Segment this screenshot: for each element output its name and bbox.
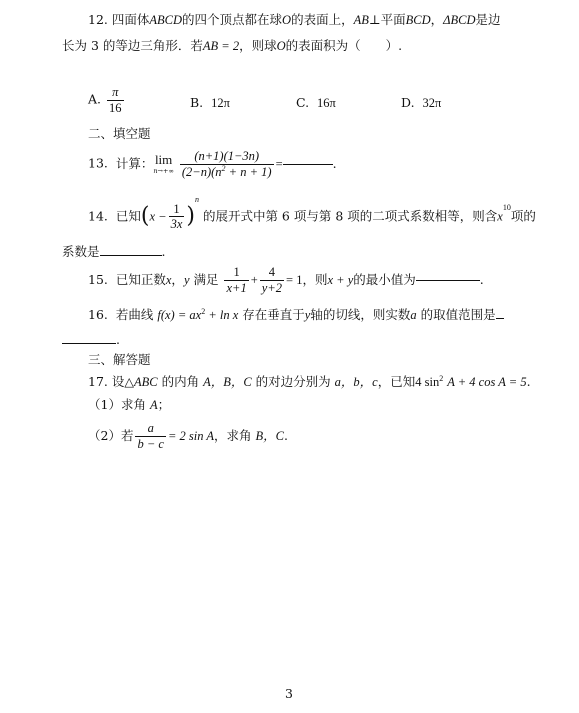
q17-sup: 2 [439,373,444,383]
answer-blank[interactable] [416,280,480,281]
q16-text: 轴的切线，则实数 [310,307,411,322]
q14-line2 [62,246,166,259]
q15-fraction-2 [260,266,284,294]
q17-sides: a，b，c [334,375,378,389]
q15-line [88,266,484,294]
frac-den: x+1 [226,280,247,295]
q14-line1 [88,195,536,231]
q17-text: ； [157,397,171,412]
q13-number: 13. [88,155,108,171]
q12-text: 四面体 [111,12,150,27]
frac-den: b − c [137,436,164,451]
q12-text: 的四个顶点都在球 [182,12,283,27]
q17-text: （2）若 [88,427,134,443]
q14-xpow-sup: 10 [502,203,511,212]
q14-fraction [169,203,185,231]
q15-text: 已知正数 [115,271,166,287]
q16-text: 的取值范围是 [420,307,496,322]
q17-text: 17. 设 [88,374,125,389]
period: . [526,374,531,389]
q14-text: 已知 [115,208,141,224]
q15-x: x [165,272,172,287]
option-value: 32π [422,96,442,110]
q15-text: ， [171,271,184,287]
option-label: C. [296,95,310,110]
q17-triangle: △ABC [124,375,158,389]
q12-text: 平面 [380,12,406,27]
q15-xy: x + y [327,272,354,287]
q12-text: ， [430,12,444,27]
q14-text: 项的 [510,208,536,224]
answer-blank-continued[interactable] [62,343,116,344]
q12-triangle: ΔBCD [443,13,476,27]
q15-y: y [183,272,190,287]
frac-num: π [107,86,124,101]
q17-fraction [135,422,165,450]
q12-option-d [401,97,441,110]
q16-a: a [410,308,417,322]
frac-num: 4 [260,266,284,281]
q16-y: y [304,308,311,322]
q14-exponent: n [194,195,199,204]
q12-o: O [276,39,286,53]
q13-text: 计算： [115,155,154,171]
equals-sign: = [275,156,283,171]
q16-function: f(x) = ax [157,308,202,322]
answer-blank[interactable] [496,318,504,319]
q17-equation: 4 sin [415,375,440,389]
option-label: D. [401,95,415,110]
q12-number: 12. [88,12,108,27]
q12-option-c [296,97,336,110]
frac-den: y+2 [261,280,283,295]
q15-number: 15. [88,271,108,287]
frac-num: (n+1)(1−3n) [180,150,274,165]
q17-equation: A + 4 cos A = 5 [447,375,527,389]
left-paren: ( [140,203,150,229]
q17-line1 [88,373,531,389]
q15-fraction-1 [224,266,248,294]
q17-var: A [149,398,158,412]
q16-text: 存在垂直于 [242,307,305,322]
lim-label: lim [154,152,173,168]
q13-fraction [180,150,274,178]
section-heading-fill-in: 二、填空题 [88,126,151,141]
q12-bcd: BCD [405,13,431,27]
answer-blank[interactable] [283,164,333,165]
frac-den [180,165,274,179]
q17-text: ，已知 [377,374,416,389]
q12-line1 [88,14,501,27]
q12-abcd: ABCD [149,13,183,27]
limit-operator [153,153,174,175]
answer-blank[interactable] [100,255,162,256]
q12-text: 是边 [475,12,501,27]
q17-var: B，C [255,428,284,443]
lim-subscript: n→+∞ [153,167,174,176]
right-paren: ) [186,203,195,229]
q16-line2 [62,334,120,347]
q13-line [88,150,337,178]
frac-num: 1 [224,266,248,281]
perp-symbol: ⊥ [368,13,381,27]
q14-number: 14. [88,208,108,224]
q15-text: 的最小值为 [353,271,416,287]
q16-function: + ln x [205,308,239,322]
q17-angles: A，B，C [203,375,252,389]
q17-part1 [88,399,170,412]
option-a-fraction [107,86,124,114]
q12-text: 长为 3 的等边三角形．若 [62,38,203,53]
den-part: (2−n)(n [181,164,222,179]
q16-sup: 2 [201,306,206,316]
q16-line1 [88,306,504,322]
frac-den: 16 [109,100,122,115]
q12-option-a [88,86,126,114]
q12-text: 的表面上， [291,12,354,27]
plus-sign: + [250,272,258,287]
frac-num: a [135,422,165,437]
den-sup: 2 [221,163,226,173]
q17-text: 的内角 [161,374,200,389]
q12-o: O [282,13,292,27]
q14-text: 系数是 [62,244,100,259]
q15-text: ，则 [302,271,328,287]
period: . [332,155,337,171]
period: . [283,427,288,443]
period: . [116,332,120,347]
option-value: 12π [211,96,230,110]
period: . [161,244,166,259]
page-number: 3 [285,686,293,701]
option-label: A. [88,91,102,107]
frac-den: 3x [170,217,183,231]
q12-line2 [62,40,402,53]
q17-text: 的对边分别为 [255,374,331,389]
q14-x: x − [149,209,167,224]
section-heading-solve: 三、解答题 [88,352,151,367]
q15-text: 满足 [193,271,219,287]
q12-option-b [190,97,230,110]
option-label: B. [190,95,204,110]
q14-xpow: x [497,209,503,224]
den-part: + n + 1) [225,164,272,179]
q12-ab: AB [353,13,369,27]
q12-ab-eq: AB = 2 [202,39,240,53]
q16-number: 16. [88,307,108,322]
option-value: 16π [317,96,336,110]
period: . [479,271,484,287]
q17-part2 [88,422,288,450]
q15-equation: = 1 [286,272,303,287]
q12-text: 的表面积为（ ）. [285,38,403,53]
q17-text: （1）求角 [88,397,146,412]
q12-text: ，则球 [239,38,277,53]
q17-equation: = 2 sin A [167,428,214,443]
q17-text: ，求角 [214,427,252,443]
q16-text: 若曲线 [115,307,154,322]
q14-text: 的展开式中第 6 项与第 8 项的二项式系数相等，则含 [202,208,498,224]
frac-num: 1 [169,203,185,218]
